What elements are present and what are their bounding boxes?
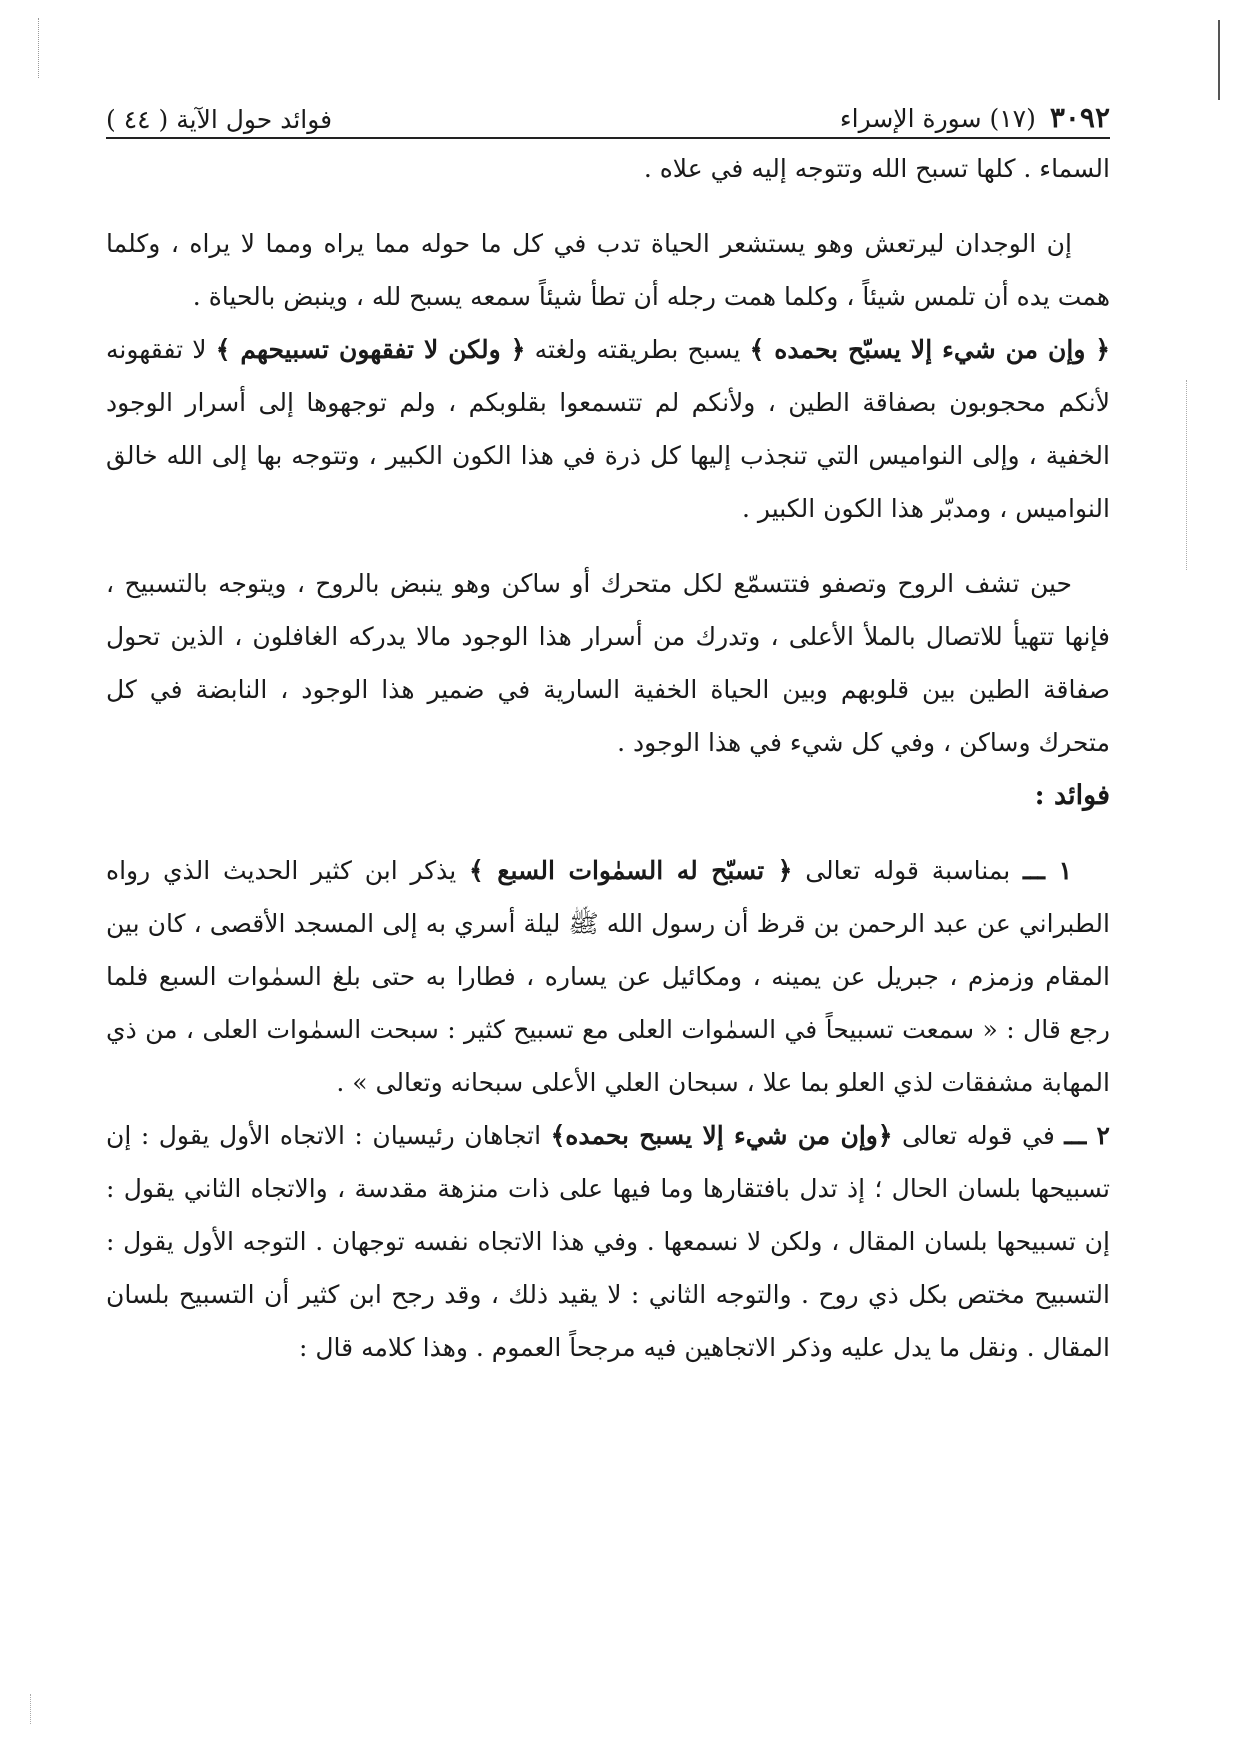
quran-quote: ﴿ ولكن لا تفقهون تسبيحهم ﴾	[215, 335, 526, 364]
paragraph: السماء . كلها تسبح الله وتتوجه إليه في علاه .	[643, 154, 1110, 183]
page-number: ٣٠٩٢	[1049, 101, 1110, 134]
paragraph-text: يذكر ابن كثير الحديث الذي رواه الطبراني عن عبد الرحمن بن قرظ أن رسول الله ﷺ ليلة أسري به إلى المسجد الأقصى ، كان بين المقام وزمزم ، جبريل عن يمينه ، ومكائيل عن يساره ، فطارا به حتى بلغ السمٰوات السبع فلما رجع قال : « سمعت تسبيحاً في السمٰوات العلى مع تسبيح كثير : سبحت السمٰوات العلى ، من ذي المهابة مشفقات لذي العلو بما علا ، سبحان العلي الأعلى سبحانه وتعالى » .	[106, 856, 1110, 1097]
quran-quote: ﴿وإن من شيء إلا يسبح بحمده﴾	[550, 1121, 893, 1150]
item-number: ١ ـــ	[1023, 856, 1072, 885]
numbered-paragraph	[106, 1109, 1110, 1374]
surah-title: (١٧) سورة الإسراء	[839, 104, 1036, 133]
paragraph-text: في قوله تعالى	[892, 1121, 1065, 1150]
section-heading: فوائد :	[1034, 780, 1110, 811]
paragraph	[106, 323, 1110, 535]
paragraph-text: اتجاهان رئيسيان : الاتجاه الأول يقول : إن تسبيحها بلسان الحال ؛ إذ تدل بافتقارها وما فيها على ذات منزهة مقدسة ، والاتجاه الثاني يقول : إن تسبيحها بلسان المقال ، ولكن لا نسمعها . وفي هذا الاتجاه نفسه توجهان . التوجه الأول يقول : التسبيح مختص بكل ذي روح . والتوجه الثاني : لا يقيد ذلك ، وقد رجح ابن كثير أن التسبيح بلسان المقال . ونقل ما يدل عليه وذكر الاتجاهين فيه مرجحاً العموم . وهذا كلامه قال :	[106, 1121, 1110, 1362]
header-rule	[106, 137, 1110, 139]
numbered-paragraph	[106, 844, 1110, 1109]
paragraph-text: بمناسبة قوله تعالى	[792, 856, 1024, 885]
scan-margin-mark	[30, 1694, 37, 1724]
quran-quote: ﴿ وإن من شيء إلا يسبّح بحمده ﴾	[749, 335, 1111, 364]
scan-margin-mark	[38, 18, 42, 78]
header-right	[840, 101, 1110, 134]
paragraph: إن الوجدان ليرتعش وهو يستشعر الحياة تدب في كل ما حوله مما يراه ومما لا يراه ، وكلما همت يده أن تلمس شيئاً ، وكلما همت رجله أن تطأ شيئاً سمعه يسبح لله ، وينبض بالحياة .	[106, 229, 1110, 311]
paragraph: حين تشف الروح وتصفو فتتسمّع لكل متحرك أو ساكن وهو ينبض بالروح ، ويتوجه بالتسبيح ، فإنها تتهيأ للاتصال بالملأ الأعلى ، وتدرك من أسرار هذا الوجود مالا يدركه الغافلون ، الذين تحول صفاقة الطين بين قلوبهم وبين الحياة الخفية السارية في ضمير هذا الوجود ، النابضة في كل متحرك وساكن ، وفي كل شيء في هذا الوجود .	[106, 569, 1110, 757]
scan-margin-mark	[1186, 380, 1188, 570]
paragraph-text: لا تفقهونه لأنكم محجوبون بصفاقة الطين ، ولأنكم لم تتسمعوا بقلوبكم ، ولم توجهوها إلى أسرار الوجود الخفية ، وإلى النواميس التي تنجذب إليها كل ذرة في هذا الكون الكبير ، وتتوجه بها إلى الله خالق النواميس ، ومدبّر هذا الكون الكبير .	[106, 335, 1110, 523]
paragraph-text: يسبح بطريقته ولغته	[525, 335, 750, 364]
section-title: فوائد حول الآية ( ٤٤ )	[106, 105, 333, 134]
scan-margin-mark	[1218, 20, 1220, 100]
item-number: ٢ ـــ	[1064, 1121, 1110, 1150]
quran-quote: ﴿ تسبّح له السمٰوات السبع ﴾	[469, 856, 793, 885]
running-header	[106, 78, 1110, 134]
body-text	[106, 142, 1110, 1374]
